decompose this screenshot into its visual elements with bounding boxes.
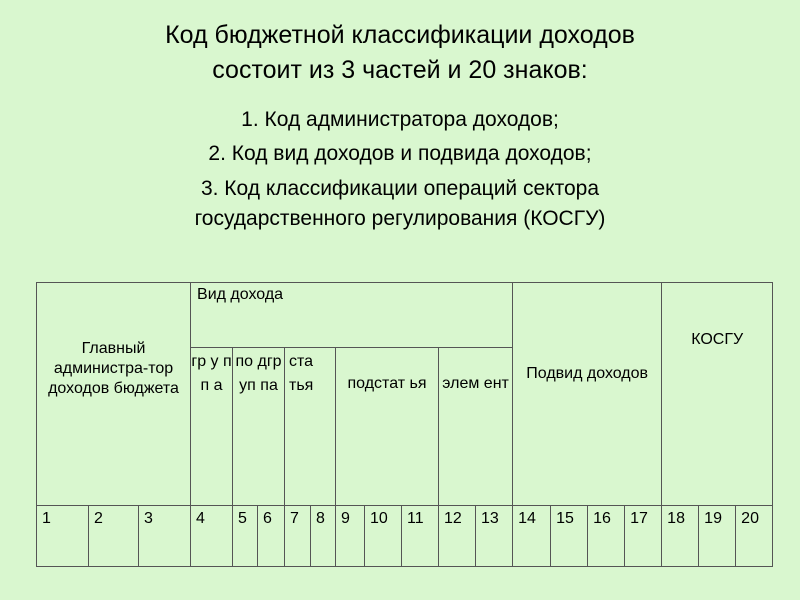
digit-cell: 8 <box>311 506 336 567</box>
digit-cell: 14 <box>513 506 551 567</box>
digit-cell: 13 <box>476 506 513 567</box>
header-element: элем ент <box>439 348 513 506</box>
header-podgruppa: по дгр уп па <box>233 348 285 506</box>
slide-title <box>0 18 800 88</box>
digit-cell: 17 <box>625 506 662 567</box>
digit-cell: 3 <box>139 506 191 567</box>
list-item: 1. Код администратора доходов; <box>241 108 559 131</box>
digit-cell: 15 <box>551 506 588 567</box>
digit-cell: 4 <box>191 506 233 567</box>
header-kosgu: КОСГУ <box>662 283 773 506</box>
header-podvid: Подвид доходов <box>513 283 662 506</box>
digit-cell: 10 <box>365 506 402 567</box>
digit-cell: 18 <box>662 506 699 567</box>
digit-cell: 7 <box>285 506 311 567</box>
digit-cell: 12 <box>439 506 476 567</box>
digit-cell: 11 <box>402 506 439 567</box>
kbk-structure-table <box>36 282 773 567</box>
digit-cell: 9 <box>336 506 365 567</box>
title-line-2: состоит из 3 частей и 20 знаков: <box>212 56 588 84</box>
header-vid-dohoda: Вид дохода <box>191 283 513 348</box>
header-gruppa: гр у п п а <box>191 348 233 506</box>
digit-cell: 2 <box>89 506 139 567</box>
digit-cell: 19 <box>699 506 736 567</box>
header-statya: ста тья <box>285 348 336 506</box>
list-item: 3. Код классификации операций сектора государственного регулирования (КОСГУ) <box>194 177 606 230</box>
digit-cell: 20 <box>736 506 773 567</box>
digits-row <box>37 506 773 567</box>
digit-cell: 5 <box>233 506 258 567</box>
list-item: 2. Код вид доходов и подвида доходов; <box>208 142 592 165</box>
header-main-admin: Главный администра-тор доходов бюджета <box>37 283 191 506</box>
digit-cell: 16 <box>588 506 625 567</box>
title-line-1: Код бюджетной классификации доходов <box>165 21 635 49</box>
digit-cell: 1 <box>37 506 89 567</box>
header-podstatya: подстат ья <box>336 348 439 506</box>
digit-cell: 6 <box>258 506 285 567</box>
items-list <box>0 105 800 239</box>
